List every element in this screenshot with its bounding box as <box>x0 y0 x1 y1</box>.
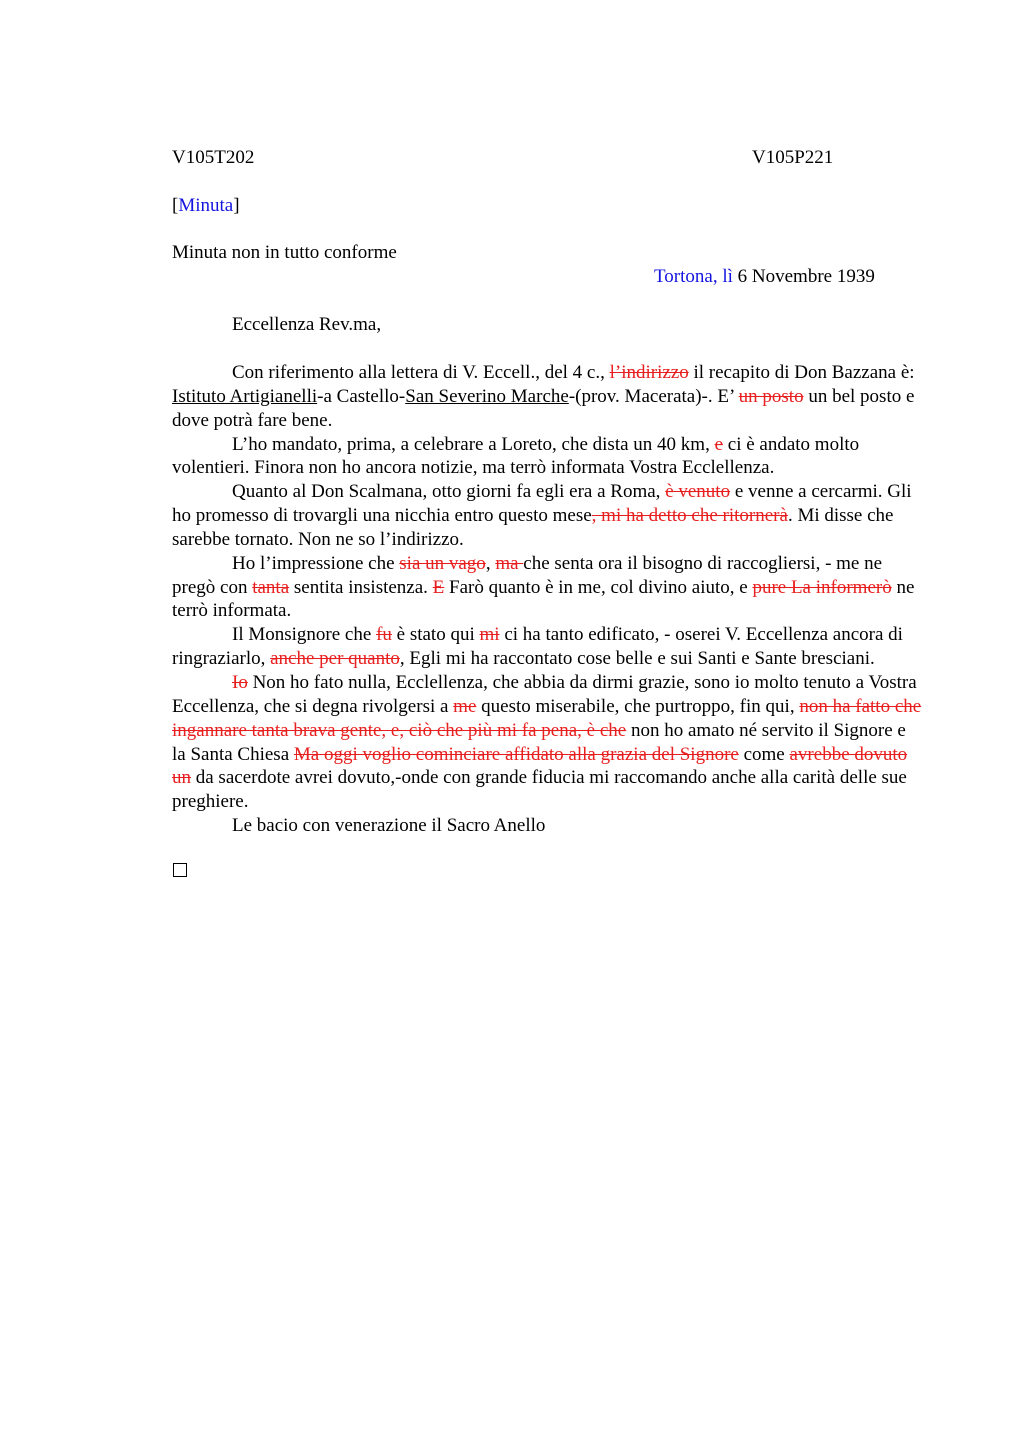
paragraph-text: il recapito di Don Bazzana è: <box>688 362 915 383</box>
paragraph-text: che senta ora il bisogno di raccogliersi, - me ne pregò con <box>172 552 883 598</box>
letter-paragraph <box>172 433 924 481</box>
paragraph-text: questo miserabile, che purtroppo, fin qui, <box>476 695 800 717</box>
salutation: Eccellenza Rev.ma, <box>232 314 382 335</box>
deleted-text: me <box>453 695 477 717</box>
deleted-text: Io <box>232 671 248 693</box>
paragraph-text: , <box>485 552 496 574</box>
paragraph-text: da sacerdote avrei dovuto,-onde con grande fiducia mi raccomando anche alla carità delle sue preghiere. <box>172 767 907 813</box>
paragraph-text: Con riferimento alla lettera di V. Eccell., del 4 c., <box>232 362 610 383</box>
letter-paragraph <box>172 361 924 433</box>
paragraph-text: -(prov. Macerata)-. E’ <box>568 385 739 407</box>
paragraph-text: Non ho fato nulla, Ecclellenza, che abbia da dirmi grazie, sono io molto tenuto a Vostra Eccellenza, che si degna rivolgersi a <box>172 671 917 717</box>
checkbox-square-icon <box>173 863 187 877</box>
paragraph-text: Le bacio con venerazione il Sacro Anello <box>232 815 546 837</box>
deleted-text: Ma oggi voglio cominciare affidato alla grazia del Signore <box>293 743 739 765</box>
document-note: Minuta non in tutto conforme <box>172 242 397 263</box>
deleted-text: sia un vago <box>399 552 486 574</box>
paragraph-text: e venne a cercarmi. Gli ho promesso di trovargli una nicchia entro questo mese <box>172 481 912 527</box>
date-place: Tortona, lì <box>654 266 733 287</box>
minuta-label: Minuta <box>178 195 234 216</box>
paragraph-text: non ho amato né servito il Signore e la Santa Chiesa <box>172 719 906 765</box>
deleted-text: fu <box>376 624 392 646</box>
deleted-text: mi <box>479 624 500 646</box>
letter-body <box>172 361 924 838</box>
underlined-text: San Severino Marche <box>405 385 569 407</box>
underlined-text: Istituto Artigianelli <box>172 385 318 407</box>
document-code-left: V105T202 <box>172 147 255 168</box>
deleted-text: pure La informerò <box>752 576 892 598</box>
deleted-text: e <box>714 433 724 455</box>
document-type-label <box>172 195 240 217</box>
deleted-text: , mi ha detto che ritornerà <box>591 505 788 527</box>
paragraph-text: Il Monsignore che <box>232 624 377 646</box>
paragraph-text: è stato qui <box>391 624 480 646</box>
paragraph-text: ci è andato molto volentieri. Finora non ho ancora notizie, ma terrò informata Vostra Ecclellenza. <box>172 433 860 479</box>
letter-paragraph <box>172 814 924 838</box>
paragraph-text: Farò quanto è in me, col divino aiuto, e <box>444 576 753 598</box>
paragraph-text: un bel posto e dove potrà fare bene. <box>172 385 915 431</box>
paragraph-text: ne terrò informata. <box>172 576 915 622</box>
paragraph-text: ci ha tanto edificato, - oserei V. Eccellenza ancora di ringraziarlo, <box>172 624 903 670</box>
letter-paragraph <box>172 480 924 552</box>
paragraph-text: Quanto al Don Scalmana, otto giorni fa egli era a Roma, <box>232 481 666 503</box>
letter-paragraph <box>172 623 924 671</box>
paragraph-text: -a Castello- <box>317 385 406 407</box>
deleted-text: è venuto <box>665 481 731 503</box>
paragraph-text: come <box>738 743 790 765</box>
deleted-text: anche per quanto <box>270 648 400 670</box>
paragraph-text: L’ho mandato, prima, a celebrare a Loreto, che dista un 40 km, <box>232 433 715 455</box>
deleted-text: E <box>432 576 445 598</box>
deleted-text: un posto <box>738 385 804 407</box>
deleted-text: ma <box>495 552 524 574</box>
deleted-text: tanta <box>252 576 290 598</box>
letter-paragraph <box>172 552 924 624</box>
bracket-open: [ <box>172 195 179 216</box>
dateline <box>654 266 875 288</box>
paragraph-text: sentita insistenza. <box>289 576 433 598</box>
paragraph-text: , Egli mi ha raccontato cose belle e sui Santi e Sante bresciani. <box>399 648 875 670</box>
document-code-right: V105P221 <box>752 147 834 168</box>
letter-paragraph <box>172 671 924 814</box>
date-value: 6 Novembre 1939 <box>737 266 875 287</box>
paragraph-text: Ho l’impressione che <box>232 552 400 574</box>
paragraph-text: . Mi disse che sarebbe tornato. Non ne so l’indirizzo. <box>172 505 894 550</box>
bracket-close: ] <box>233 195 240 216</box>
deleted-text: l’indirizzo <box>609 362 689 383</box>
deleted-text: avrebbe dovuto un <box>172 743 908 789</box>
deleted-text: non ha fatto che ingannare tanta brava gente, e, ciò che più mi fa pena, è che <box>172 695 922 741</box>
